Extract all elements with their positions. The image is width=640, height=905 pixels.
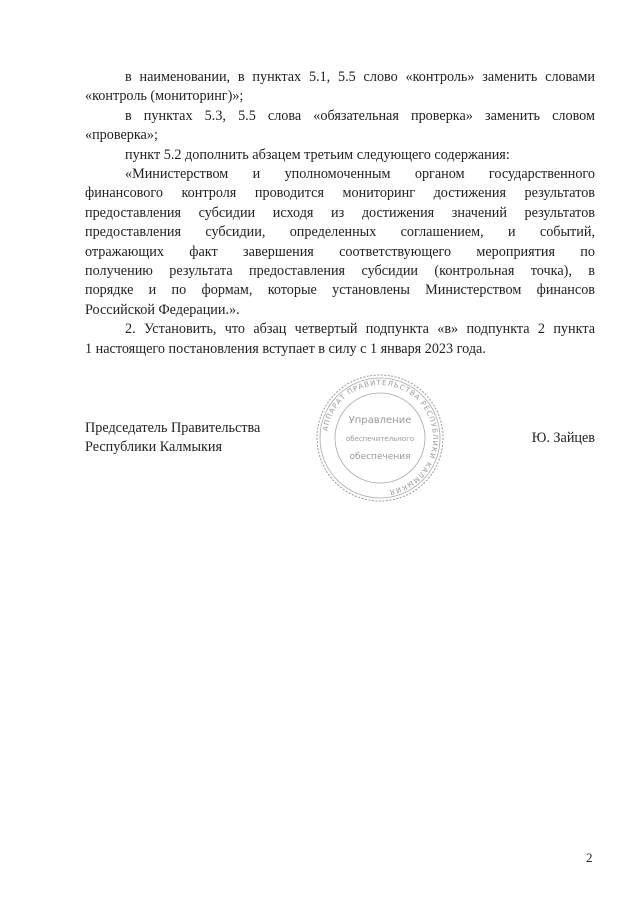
official-stamp (315, 373, 445, 503)
signatory-title (85, 419, 275, 457)
text-line: Российской Федерации.». (85, 301, 240, 318)
text-line: порядке и по формам, которые установлены Министерством финансов (85, 282, 595, 299)
document-body (85, 68, 595, 359)
signatory-name: Ю. Зайцев (531, 429, 595, 446)
page-number: 2 (586, 850, 593, 865)
document-page (85, 68, 595, 503)
text-line: в наименовании, в пунктах 5.1, 5.5 слово «контроль» заменить словами (125, 69, 595, 85)
text-line: предоставления субсидии, определенных соглашением, и событий, (85, 224, 595, 241)
text-line: пункт 5.2 дополнить абзацем третьим следующего содержания: (125, 146, 510, 163)
text-line: получению результата предоставления субсидии (контрольная точка), в (85, 263, 595, 280)
stamp-inner-line3: обеспечения (349, 452, 411, 463)
text-line: отражающих факт завершения соответствующего мероприятия по (85, 243, 595, 260)
text-line: финансового контроля проводится мониторинг достижения результатов (85, 185, 595, 202)
text-line: «контроль (мониторинг)»; (85, 88, 244, 105)
stamp-inner-line2: обеспечительного (345, 435, 415, 444)
text-line: 2. Установить, что абзац четвертый подпункта «в» подпункта 2 пункта (125, 321, 595, 338)
stamp-outer-text: АППАРАТ ПРАВИТЕЛЬСТВА РЕСПУБЛИКИ КАЛМЫКИЯ (321, 379, 440, 497)
signatory-title-line2: Республики Калмыкия (85, 439, 223, 456)
signature-block (85, 373, 595, 503)
signatory-title-line1: Председатель Правительства (85, 420, 261, 437)
text-line: «Министерством и уполномоченным органом государственного (125, 166, 595, 183)
text-line: в пунктах 5.3, 5.5 слова «обязательная проверка» заменить словом (125, 107, 595, 124)
text-line: 1 настоящего постановления вступает в силу с 1 января 2023 года. (85, 340, 486, 357)
text-line: предоставления субсидии исходя из достижения значений результатов (85, 204, 595, 221)
stamp-inner-line1: Управление (348, 415, 412, 427)
text-line: «проверка»; (85, 127, 158, 144)
